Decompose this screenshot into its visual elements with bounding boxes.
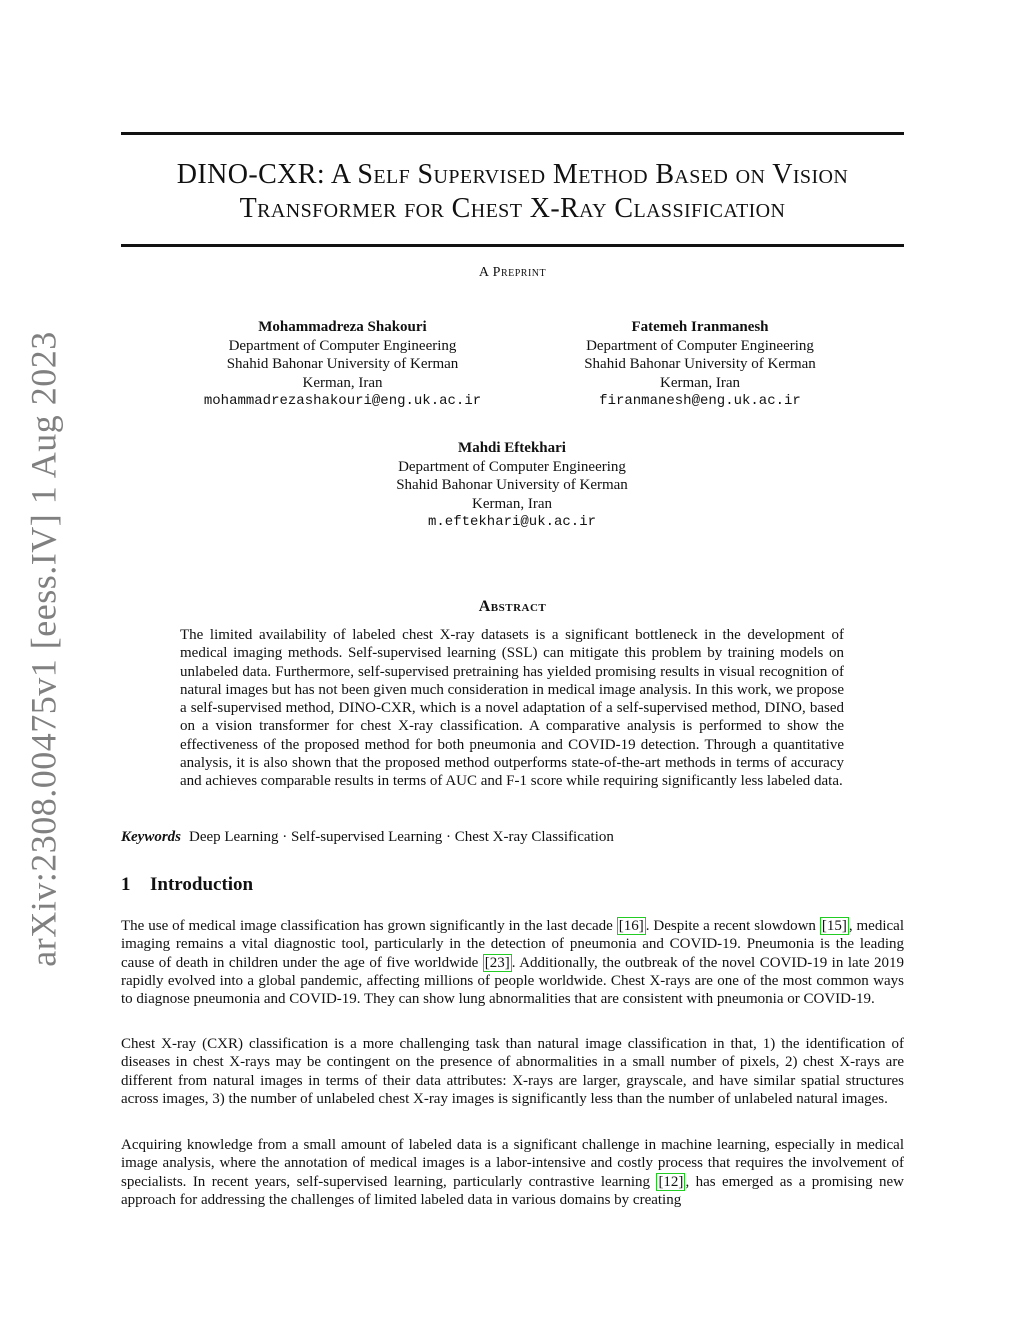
keywords-text: Deep Learning · Self-supervised Learning · Chest X-ray Classification	[189, 829, 614, 845]
author-name: Mohammadreza Shakouri	[258, 319, 427, 335]
citation-link[interactable]: [15]	[821, 918, 847, 934]
author-block	[540, 318, 860, 411]
author-department: Department of Computer Engineering	[228, 337, 457, 354]
author-department: Department of Computer Engineering	[586, 337, 814, 354]
paragraph-text: Acquiring knowledge from a small amount of labeled data is a significant challenge in machine learning, especially in medical image analysis, where the annotation of medical images is a labor-intensive and costly process that requires the involvement of specialists. In recent years, self-supervised learning, particularly contrastive learning	[121, 1137, 904, 1190]
author-university: Shahid Bahonar University of Kerman	[584, 356, 816, 372]
keywords-line	[121, 829, 904, 846]
author-department: Department of Computer Engineering	[398, 458, 626, 475]
title-rule-top	[121, 132, 904, 135]
paragraph-text: . Additionally, the outbreak of the novel COVID-19 in late 2019 rapidly evolved into a global pandemic, affecting millions of people worldwide. Chest X-rays are one of the most common ways to diagnose pneumonia and COVID-19. They can show lung abnormalities that are consistent with pneumonia or COVID-19.	[121, 954, 904, 1008]
author-email[interactable]: firanmanesh@eng.uk.ac.ir	[599, 393, 801, 409]
section-number: 1	[121, 874, 131, 895]
section-heading-introduction	[121, 874, 253, 896]
title-line-1: DINO-CXR: A Self Supervised Method Based on Vision	[176, 159, 849, 190]
author-university: Shahid Bahonar University of Kerman	[226, 356, 459, 372]
citation-link[interactable]: [23]	[484, 954, 510, 971]
preprint-label: A Preprint	[478, 265, 547, 280]
citation-link[interactable]: [12]	[658, 1173, 684, 1190]
paper-title	[121, 158, 904, 226]
section-title: Introduction	[150, 874, 254, 895]
author-location: Kerman, Iran	[472, 495, 552, 512]
author-location: Kerman, Iran	[302, 374, 383, 391]
keywords-label: Keywords	[121, 829, 181, 845]
abstract-heading: Abstract	[478, 598, 547, 615]
author-email[interactable]: m.eftekhari@uk.ac.ir	[427, 514, 597, 530]
intro-paragraph-3	[121, 1136, 904, 1209]
author-university: Shahid Bahonar University of Kerman	[396, 477, 628, 493]
citation-link[interactable]: [16]	[618, 918, 644, 934]
intro-paragraph-2: Chest X-ray (CXR) classification is a more challenging task than natural image classification in that, 1) the identification of diseases in chest X-rays may be contingent on the presence of abnormalities in a small number of pixels, 2) chest X-rays are different from natural images in terms of their data attributes: X-rays are larger, grayscale, and have similar spatial structures across images, 3) the number of unlabeled chest X-ray images is significantly less than the number of unlabeled natural images.	[121, 1036, 904, 1107]
paragraph-text: , has emerged as a promising new approach for addressing the challenges of limited labeled data in various domains by creating	[121, 1173, 904, 1208]
paragraph-text: The use of medical image classification has grown significantly in the last decade	[121, 918, 617, 934]
intro-paragraph-1	[121, 917, 904, 1008]
author-block	[350, 439, 674, 532]
title-rule-bottom	[121, 244, 904, 247]
title-line-2: Transformer for Chest X-Ray Classification	[239, 193, 786, 224]
arxiv-stamp-text: arXiv:2308.00475v1 [eess.IV] 1 Aug 2023	[24, 331, 65, 967]
author-name: Fatemeh Iranmanesh	[631, 319, 769, 335]
author-name: Mahdi Eftekhari	[458, 440, 566, 456]
abstract-text: The limited availability of labeled chest X-ray datasets is a significant bottleneck in the development of medical imaging methods. Self-supervised learning (SSL) can mitigate this problem by training models on unlabeled data. Furthermore, self-supervised pretraining has yielded promising results in visual recognition of natural images but has not been given much consideration in medical image analysis. In this work, we propose a self-supervised method, DINO-CXR, which is a novel adaptation of a self-supervised method, DINO, based on a vision transformer for chest X-ray classification. A comparative analysis is performed to show the effectiveness of the proposed method for both pneumonia and COVID-19 detection. Through a quantitative analysis, it is also shown that the proposed method outperforms state-of-the-art methods in terms of accuracy and achieves comparable results in terms of AUC and F-1 score while requiring significantly less labeled data.	[180, 627, 844, 790]
arxiv-side-stamp	[22, 331, 66, 967]
author-location: Kerman, Iran	[660, 374, 740, 391]
author-email[interactable]: mohammadrezashakouri@eng.uk.ac.ir	[203, 393, 482, 409]
author-block	[180, 318, 505, 411]
paragraph-text: . Despite a recent slowdown	[645, 918, 820, 934]
paragraph-text: , medical imaging remains a vital diagnostic tool, particularly in the detection of pneumonia and COVID-19. Pneumonia is the leading cause of death in children under the age of five worldwide	[121, 918, 904, 971]
